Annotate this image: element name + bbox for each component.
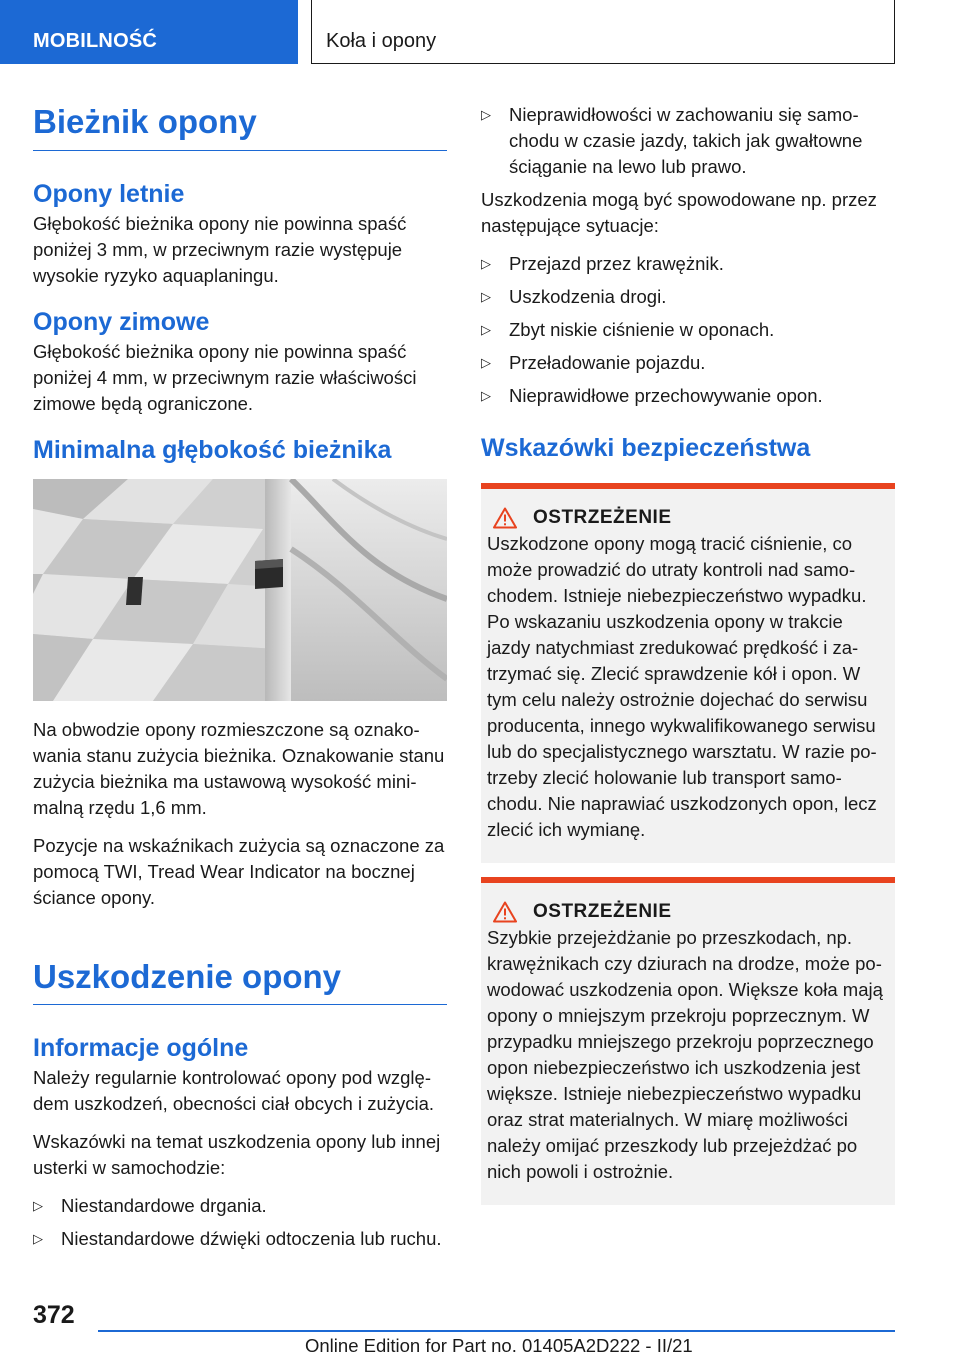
warning-box	[481, 483, 895, 863]
bullet-triangle-icon: ▷	[481, 322, 491, 337]
list-item: ▷ Nieprawidłowe przechowywanie opon.	[481, 383, 895, 409]
warning-title: OSTRZEŻENIE	[533, 901, 672, 922]
list-item: ▷ Nieprawidłowości w zachowaniu się samochodu w czasie jazdy, takich jak gwałtowne ściąganie na lewo lub prawo.	[481, 104, 863, 177]
section-title: MOBILNOŚĆ	[33, 30, 158, 52]
list-item: ▷ Niestandardowe dźwięki odtoczenia lub ruchu.	[33, 1226, 447, 1252]
list-item: ▷ Zbyt niskie ciśnienie w oponach.	[481, 317, 895, 343]
bullet-triangle-icon: ▷	[33, 1198, 43, 1214]
warning-text: Uszkodzone opony mogą tracić ciśnienie, co może prowadzić do utraty kontroli nad samochodem. Istnieje niebezpieczeństwo wypadku. Po wskazaniu uszkodzenia opony w trakcie jazdy natychmiast zredukować prędkość i zatrzymać się. Zlecić sprawdzenie kół i opon. W tym celu należy ostrożnie dojechać do serwisu producenta, innego wykwalifikowanego serwisu lub do specjalistycznego warsztatu. W razie potrzeby zlecić holowanie lub transport samochodu. Nie naprawiać uszkodzonych opon, lecz zlecić ich wymianę.	[487, 533, 877, 840]
causes-list	[481, 251, 895, 409]
heading-tire-damage: Uszkodzenie opony	[33, 957, 447, 1006]
warning-header	[493, 507, 887, 529]
warning-header	[493, 901, 887, 923]
warning-box	[481, 877, 895, 1205]
chapter-tab	[311, 0, 895, 64]
bullet-triangle-icon: ▷	[481, 256, 491, 271]
right-column	[481, 102, 895, 1219]
bullet-triangle-icon: ▷	[481, 355, 491, 370]
warning-text: Szybkie przejeżdżanie po przeszkodach, np. krawężnikach czy dziurach na drodze, może powodować uszkodzenia opon. Większe koła mają opony o mniejszym przekroju poprzecznym. W przypadku mniejszego przekroju poprzecznego opon niebezpieczeństwo ich uszkodzenia jest większe. Istnieje niebezpieczeństwo wypadku oraz strat materialnych. W miarę możliwości należy omijać przeszkody lub przejeżdżać po nich powoli i ostrożnie.	[487, 927, 883, 1182]
heading-min-tread-depth: Minimalna głębokość bieżnika	[33, 435, 392, 464]
symptoms-list	[33, 1193, 447, 1252]
heading-tread: Bieżnik opony	[33, 102, 447, 151]
general-info-text-1: Należy regularnie kontrolować opony pod względem uszkodzeń, obecności ciał obcych i zużycia.	[33, 1067, 435, 1115]
heading-summer-tires: Opony letnie	[33, 179, 185, 208]
summer-tires-text: Głębokość bieżnika opony nie powinna spaść poniżej 3 mm, w przeciwnym razie występuje wysokie ryzyko aquaplaningu.	[33, 212, 407, 286]
bullet-triangle-icon: ▷	[481, 388, 491, 403]
list-item: ▷ Niestandardowe drgania.	[33, 1193, 447, 1219]
heading-safety-notes: Wskazówki bezpieczeństwa	[481, 434, 811, 462]
footer-divider	[98, 1330, 895, 1332]
heading-winter-tires: Opony zimowe	[33, 307, 210, 336]
general-info-text-2: Wskazówki na temat uszkodzenia opony lub innej usterki w samochodzie:	[33, 1131, 441, 1179]
tire-tread-illustration	[33, 479, 447, 701]
bullet-triangle-icon: ▷	[33, 1231, 43, 1247]
tread-wear-indicator-image	[33, 479, 447, 701]
edition-footer: Online Edition for Part no. 01405A2D222 - II/21	[305, 1335, 693, 1356]
warning-triangle-icon	[493, 901, 517, 923]
winter-tires-text: Głębokość bieżnika opony nie powinna spaść poniżej 4 mm, w przeciwnym razie właściwości zimowe będą ograniczone.	[33, 340, 417, 414]
chapter-title: Koła i opony	[326, 30, 437, 52]
list-item: ▷ Przeładowanie pojazdu.	[481, 350, 895, 376]
list-item: ▷ Przejazd przez krawężnik.	[481, 251, 895, 277]
causes-intro-text: Uszkodzenia mogą być spowodowane np. przez następujące sytuacje:	[481, 189, 877, 236]
bullet-triangle-icon: ▷	[481, 107, 491, 122]
symptoms-list-continued	[481, 102, 895, 180]
warning-triangle-icon	[493, 507, 517, 529]
warning-title: OSTRZEŻENIE	[533, 507, 672, 528]
min-tread-text-1: Na obwodzie opony rozmieszczone są oznakowania stanu zużycia bieżnika. Oznakowanie stanu zużycia bieżnika ma ustawową wysokość minimalną rzędu 1,6 mm.	[33, 718, 445, 818]
list-item: ▷ Uszkodzenia drogi.	[481, 284, 895, 310]
bullet-triangle-icon: ▷	[481, 289, 491, 304]
left-column	[33, 102, 447, 1259]
heading-general-info: Informacje ogólne	[33, 1034, 249, 1063]
section-tab	[0, 0, 298, 64]
min-tread-text-2: Pozycje na wskaźnikach zużycia są oznaczone za pomocą TWI, Tread Wear Indicator na bocznej ściance opony.	[33, 834, 445, 908]
page-number: 372	[33, 1301, 75, 1329]
